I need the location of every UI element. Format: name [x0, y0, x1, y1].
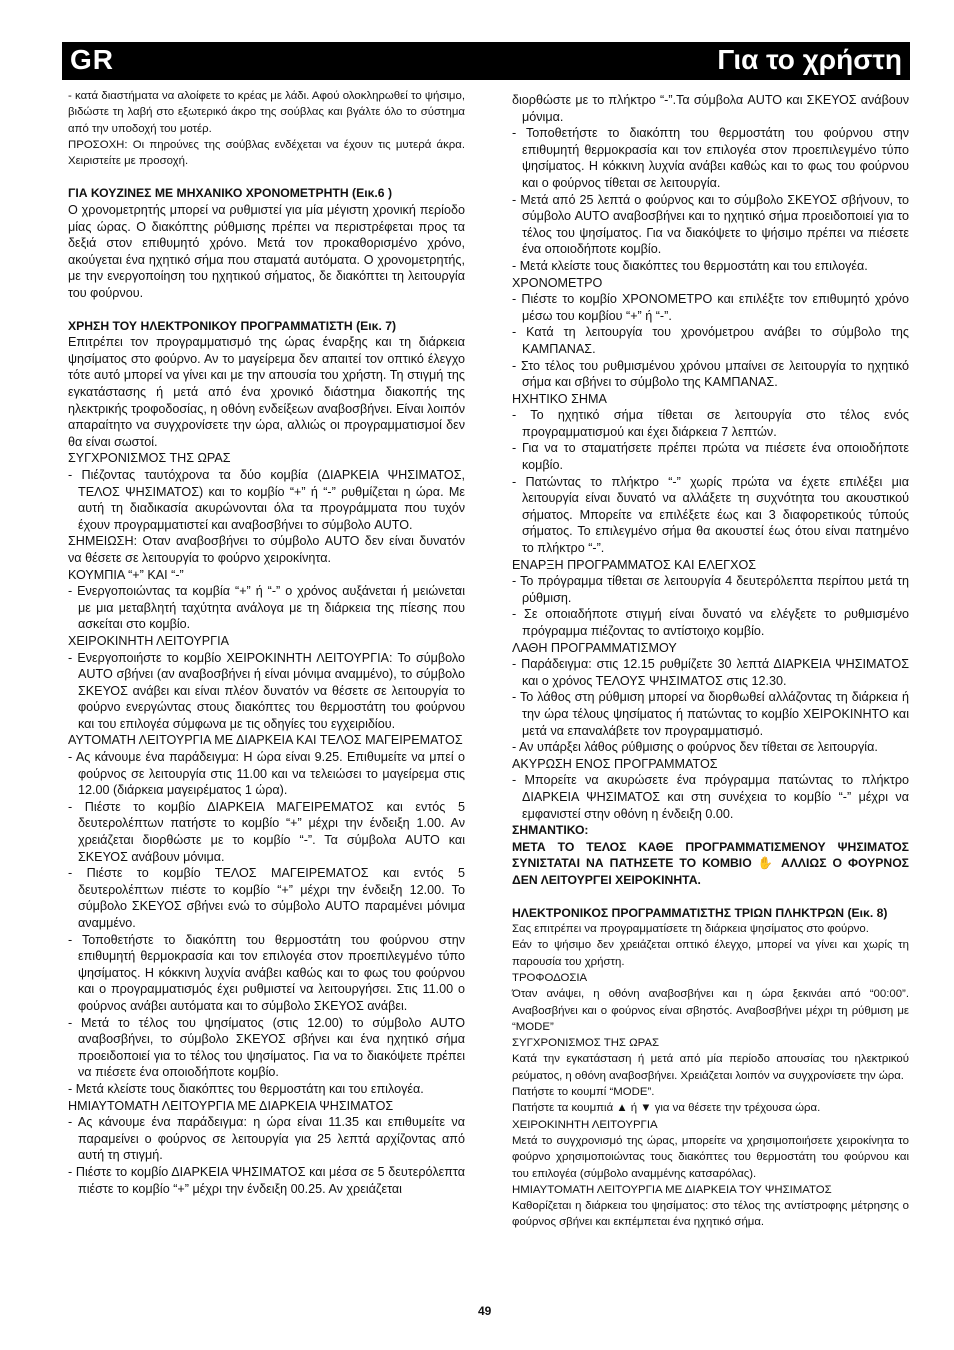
paragraph: Επιτρέπει τον προγραμματισμό της ώρας έναρξης και τη διάρκεια ψησίματος στο φούρνο. Αν το μαγείρεμα δεν απαιτεί τον οπτικό έλεγχο τότε αυτό μπορεί να γίνει και με την απουσία του χρήστη. Τη στιγμή της εγκατάστασης ή μετά από ένα χρονικό διάστημα διακοπής της ηλεκτρικής τροφοδοσίας, η οθόνη ενδείξεων αναβοσβήνει. Είναι λοιπόν απαραίτητο να συγχρονίσετε την ώρα, αλλιώς οι προγραμματισμοί δεν θα είναι σωστοί. [68, 335, 465, 449]
section-heading: ΜΕΤΑ ΤΟ ΤΕΛΟΣ ΚΑΘΕ ΠΡΟΓΡΑΜΜΑΤΙΣΜΕΝΟΥ ΨΗΣΙΜΑΤΟΣ ΣΥΝΙΣΤΑΤΑΙ ΝΑ ΠΑΤΗΣΕΤΕ ΤΟ ΚΟΜΒΙΟ ✋ ΑΛΛΙΩΣ Ο ΦΟΥΡΝΟΣ ΔΕΝ ΛΕΙΤΟΥΡΓΕΙ ΧΕΙΡΟΚΙΝΗΤΑ. [512, 839, 909, 887]
paragraph: - Ας κάνουμε ένα παράδειγμα: η ώρα είναι 11.35 και επιθυμείτε να παραμείνει ο φούρνος σε λειτουργία για 25 λεπτά αρχίζοντας από αυτή τη στιγμή. [68, 1115, 465, 1163]
paragraph: - Μετά κλείστε τους διακόπτες του θερμοστάτη και του επιλογέα. [512, 258, 868, 273]
paragraph: ΛΑΘΗ ΠΡΟΓΡΑΜΜΑΤΙΣΜΟΥ [512, 640, 677, 655]
section-heading: ΧΡΗΣΗ ΤΟΥ ΗΛΕΚΤΡΟΝΙΚΟΥ ΠΡΟΓΡΑΜΜΑΤΙΣΤΗ (Εικ. 7) [68, 318, 397, 333]
paragraph: Πατήστε το κουμπί “MODE”. [512, 1086, 655, 1099]
paragraph: Καθορίζεται η διάρκεια του ψησίματος: στο τέλος της αντίστροφης μέτρησης ο φούρνος σβήνει και εκπέμπεται ένα ηχητικό σήμα. [512, 1200, 909, 1229]
paragraph: - Για να το σταματήσετε πρέπει πρώτα να πιέσετε ένα οποιοδήποτε κομβίο. [512, 441, 909, 473]
paragraph: Εάν το ψήσιμο δεν χρειάζεται οπτικό έλεγχο, μπορεί να γίνει και χωρίς τη παρουσία του χρήστη. [512, 939, 909, 968]
paragraph: ΣΥΓΧΡΟΝΙΣΜΟΣ ΤΗΣ ΩΡΑΣ [68, 451, 231, 466]
paragraph: ΑΚΥΡΩΣΗ ΕΝΟΣ ΠΡΟΓΡΑΜΜΑΤΟΣ [512, 756, 718, 771]
paragraph: - Μετά από 25 λεπτά ο φούρνος και το σύμβολο ΣΚΕΥΟΣ σβήνουν, το σύμβολο AUTO αναβοσβήνει και το ηχητικό σήμα προειδοποιεί για το τέλος του ψησίματος. Για να διακόψετε το ψήσιμο πρέπει να πιέσετε ένα οποιοδήποτε κομβίο. [512, 192, 909, 257]
paragraph: ΚΟΥΜΠΙΑ “+” ΚΑΙ “-” [68, 567, 184, 582]
paragraph: - Μετά κλείστε τους διακόπτες του θερμοστάτη και του επιλογέα. [68, 1081, 424, 1096]
paragraph: ΠΡΟΣΟΧΗ: Οι πηρούνες της σούβλας ενδέχεται να έχουν τις μυτερά άκρα. Χειριστείτε με προσοχή. [68, 138, 465, 168]
paragraph: - Πιέστε το κομβίο ΧΡΟΝΟΜΕΤΡΟ και επιλέξτε τον επιθυμητό χρόνο μέσω του κομβίου “+” ή “-”. [512, 292, 909, 323]
paragraph: Σας επιτρέπει να προγραμματίσετε τη διάρκεια ψησίματος στο φούρνο. [512, 923, 869, 936]
paragraph: - Παράδειγμα: στις 12.15 ρυθμίζετε 30 λεπτά ΔΙΑΡΚΕΙΑ ΨΗΣΙΜΑΤΟΣ και ο χρόνος ΤΕΛΟΥΣ ΨΗΣΙΜΑΤΟΣ στις 12.30. [512, 657, 909, 688]
section-heading: ΗΛΕΚΤΡΟΝΙΚΟΣ ΠΡΟΓΡΑΜΜΑΤΙΣΤΗΣ ΤΡΙΩΝ ΠΛΗΚΤΡΩΝ (Εικ. 8) [512, 905, 888, 920]
page-number: 49 [478, 1304, 492, 1318]
paragraph: Πατήστε τα κουμπιά ▲ ή ▼ για να θέσετε την τρέχουσα ώρα. [512, 1102, 821, 1115]
paragraph: - Πιέστε το κομβίο ΔΙΑΡΚΕΙΑ ΜΑΓΕΙΡΕΜΑΤΟΣ και εντός 5 δευτερολέπτων πατήστε το κομβίο “+” μέχρι την ένδειξη 1.00. Αν χρειάζεται διορθώστε με το κομβίο “-”. Τα σύμβολα AUTO και ΣΚΕΥΟΣ ανάβουν μόνιμα. [68, 799, 465, 864]
paragraph: - Τοποθετήστε το διακόπτη του θερμοστάτη του φούρνου στην επιθυμητή θερμοκρασία και τον επιλογέα στον προεπιλεγμένο τύπο ψησίματος. Η κόκκινη λυχνία ανάβει καθώς και το φως του φούρνου και ο προγραμματισμός έχει ρυθμιστεί να λειτουργήσει. Στις 11.00 ο φούρνος ανάβει αυτόματα και το σύμβολο ΣΚΕΥΟΣ ανάβει. [68, 932, 465, 1013]
section-heading: ΓΙΑ ΚΟΥΖΙΝΕΣ ΜΕ ΜΗΧΑΝΙΚΟ ΧΡΟΝΟΜΕΤΡΗΤΗ (Εικ.6 ) [68, 186, 393, 201]
paragraph: ΑΥΤΟΜΑΤΗ ΛΕΙΤΟΥΡΓΙΑ ΜΕ ΔΙΑΡΚΕΙΑ ΚΑΙ ΤΕΛΟΣ ΜΑΓΕΙΡΕΜΑΤΟΣ [68, 733, 463, 748]
paragraph: ΧΕΙΡΟΚΙΝΗΤΗ ΛΕΙΤΟΥΡΓΙΑ [512, 1118, 658, 1131]
page-header [62, 42, 910, 80]
language-code: GR [70, 44, 114, 75]
spacer [68, 169, 465, 185]
paragraph: ΧΕΙΡΟΚΙΝΗΤΗ ΛΕΙΤΟΥΡΓΙΑ [68, 633, 229, 648]
spacer [512, 889, 909, 905]
paragraph: Όταν ανάψει, η οθόνη αναβοσβήνει και η ώρα ξεκινάει από “00:00”. Αναβοσβήνει και ο φούρνος είναι σβηστός. Αναβοσβήνει μέχρι τη ρύθμιση με “MODE” [512, 988, 909, 1033]
paragraph: ΕΝΑΡΞΗ ΠΡΟΓΡΑΜΜΑΤΟΣ ΚΑΙ ΕΛΕΓΧΟΣ [512, 557, 757, 572]
paragraph: - Ενεργοποιώντας τα κομβία “+” ή “-” ο χρόνος αυξάνεται ή μειώνεται με μια μεταβλητή ταχύτητα ανάλογα με τη διάρκεια της πίεσης που ασκείται στο κομβίο. [68, 584, 465, 632]
paragraph: - Πιέστε το κομβίο ΔΙΑΡΚΕΙΑ ΨΗΣΙΜΑΤΟΣ και μέσα σε 5 δευτερόλεπτα πιέστε το κομβίο “+” μέχρι την ένδειξη 00.25. Αν χρειάζεται [68, 1164, 465, 1196]
paragraph: Ο χρονομετρητής μπορεί να ρυθμιστεί για μία μέγιστη χρονική περίοδο μίας ώρας. Ο διακόπτης ρύθμισης πρέπει να περιστρέφεται προς τα δεξιά στον επιθυμητό χρόνο. Μετά τον προκαθορισμένο χρόνο, ακούγεται ένα ηχητικό σήμα που σταματά αυτόματα. Ο χρονομετρητής, με την ενεργοποίηση του ηχητικού σήματος, δε διακόπτει τη λειτουργία του φούρνου. [68, 203, 465, 301]
spacer [68, 302, 465, 318]
paragraph: - Τοποθετήστε το διακόπτη του θερμοστάτη του φούρνου στην επιθυμητή θερμοκρασία και τον επιλογέα στον προεπιλεγμένο τύπο ψησίματος. Η κόκκινη λυχνία ανάβει καθώς και το φως του φούρνου και ο φούρνος τίθεται σε λειτουργία. [512, 126, 909, 190]
paragraph: ΧΡΟΝΟΜΕΤΡΟ [512, 275, 603, 290]
paragraph: - Μετά το τέλος του ψησίματος (στις 12.00) το σύμβολο AUTO αναβοσβήνει, το σύμβολο ΣΚΕΥΟΣ σβήνει και ένα ηχητικό σήμα προειδοποιεί για το τέλος του ψησίματος. Για να το διακόψετε πρέπει να πιέσετε ένα οποιοδήποτε κομβίο. [68, 1015, 465, 1080]
paragraph: - Ενεργοποιήστε το κομβίο ΧΕΙΡΟΚΙΝΗΤΗ ΛΕΙΤΟΥΡΓΙΑ: Το σύμβολο AUTO σβήνει (αν αναβοσβήνει ή είναι μόνιμα αναμμένο), το σύμβολο ΣΚΕΥΟΣ ανάβει και είναι πλέον δυνατόν να θέσετε σε λειτουργία το φούρνο ενεργώντας στους διακόπτες του θερμοστάτη του φούρνου και του επιλογέα σύμφωνα με τις οδηγίες του εγχειριδίου. [68, 650, 465, 731]
paragraph: - Αν υπάρξει λάθος ρύθμισης ο φούρνος δεν τίθεται σε λειτουργία. [512, 740, 878, 755]
paragraph: - Σε οποιαδήποτε στιγμή είναι δυνατό να ελέγξετε το ρυθμισμένο πρόγραμμα πιέζοντας το αντίστοιχο κομβίο. [512, 607, 909, 638]
paragraph: - Κατά τη λειτουργία του χρονόμετρου ανάβει το σύμβολο της ΚΑΜΠΑΝΑΣ. [512, 325, 909, 356]
right-column [512, 92, 909, 1231]
paragraph: - κατά διαστήματα να αλοίφετε το κρέας με λάδι. Αφού ολοκληρωθεί το ψήσιμο, βιδώστε τη λαβή στο εξωτερικό άκρο της σούβλας και βγάλτε όλο το σύστημα από την υποδοχή του μοτέρ. [68, 90, 465, 135]
paragraph: διορθώστε με το πλήκτρο “-”.Τα σύμβολα AUTO και ΣΚΕΥΟΣ ανάβουν μόνιμα. [512, 93, 909, 124]
paragraph: ΣΥΓΧΡΟΝΙΣΜΟΣ ΤΗΣ ΩΡΑΣ [512, 1037, 660, 1050]
paragraph: ΗΜΙΑΥΤΟΜΑΤΗ ΛΕΙΤΟΥΡΓΙΑ ΜΕ ΔΙΑΡΚΕΙΑ ΤΟΥ ΨΗΣΙΜΑΤΟΣ [512, 1183, 832, 1196]
paragraph: ΤΡΟΦΟΔΟΣΙΑ [512, 971, 588, 984]
paragraph: Μετά το συγχρονισμό της ώρας, μπορείτε να χρησιμοποιήσετε χειροκίνητα το φούρνο χρησιμοποιώντας τους διακόπτες του θερμοστάτη του φούρνου και του επιλογέα (σύμβολο αναμμένης κατσαρόλας). [512, 1134, 909, 1180]
paragraph: - Το πρόγραμμα τίθεται σε λειτουργία 4 δευτερόλεπτα περίπου μετά τη ρύθμιση. [512, 574, 909, 605]
paragraph: ΗΜΙΑΥΤΟΜΑΤΗ ΛΕΙΤΟΥΡΓΙΑ ΜΕ ΔΙΑΡΚΕΙΑ ΨΗΣΙΜΑΤΟΣ [68, 1098, 394, 1113]
paragraph: - Το ηχητικό σήμα τίθεται σε λειτουργία στο τέλος ενός προγραμματισμού και έχει διάρκεια 7 λεπτών. [512, 408, 909, 439]
paragraph: - Το λάθος στη ρύθμιση μπορεί να διορθωθεί αλλάζοντας τη διάρκεια ή την ώρα τέλους ψησίματος ή πατώντας το κομβίο ΧΕΙΡΟΚΙΝΗΤΟ και μετά να επαναλάβετε τον προγραμματισμό. [512, 690, 909, 738]
page-title: Για το χρήστη [717, 44, 902, 75]
paragraph: - Πατώντας το πλήκτρο “-” χωρίς πρώτα να έχετε επιλέξει μια λειτουργία είναι δυνατό να αλλάξετε τη συχνότητα του ακουστικού σήματος. Μπορείτε να επιλέξετε έως και 3 διαφορετικούς τύπούς σήματος. Το επιλεγμένο σήμα θα ακουστεί έως ότου είναι πατημένο το πλήκτρο “-”. [512, 474, 909, 556]
left-column [68, 88, 465, 1197]
paragraph: - Μπορείτε να ακυρώσετε ένα πρόγραμμα πατώντας το πλήκτρο ΔΙΑΡΚΕΙΑ ΨΗΣΙΜΑΤΟΣ και στη συνέχεια το κομβίο “-” μέχρι να εμφανιστεί στην οθόνη η ένδειξη 0.00. [512, 773, 909, 821]
paragraph: - Στο τέλος του ρυθμισμένου χρόνου μπαίνει σε λειτουργία το ηχητικό σήμα και σβήνει το σύμβολο της ΚΑΜΠΑΝΑΣ. [512, 358, 909, 390]
paragraph: - Πιέζοντας ταυτόχρονα τα δύο κομβία (ΔΙΑΡΚΕΙΑ ΨΗΣΙΜΑΤΟΣ, ΤΕΛΟΣ ΨΗΣΙΜΑΤΟΣ) και το κομβίο “+” ή “-” ρυθμίζεται η ώρα. Με αυτή τη διαδικασία ακυρώνονται όλα τα προγράμματα που τυχόν έχουν προγραμματιστεί και αναβοσβήνει το σύμβολο AUTO. [68, 467, 465, 532]
paragraph: ΣΗΜΕΙΩΣΗ: Οταν αναβοσβήνει το σύμβολο AUTO δεν είναι δυνατόν να θέσετε σε λειτουργία το φούρνο χειροκίνητα. [68, 534, 465, 565]
paragraph: - Πιέστε το κομβίο ΤΕΛΟΣ ΜΑΓΕΙΡΕΜΑΤΟΣ και εντός 5 δευτερολέπτων πιέστε το κομβίο “+” μέχρι την ένδειξη 12.00. Το σύμβολο ΣΚΕΥΟΣ σβήνει ενώ το σύμβολο AUTO παραμένει μόνιμα αναμμένο. [68, 866, 465, 931]
paragraph: Κατά την εγκατάσταση ή μετά από μία περίοδο απουσίας του ηλεκτρικού ρεύματος, η οθόνη αναβοσβήνει. Χρειάζεται λοιπόν να συγχρονίσετε την ώρα. [512, 1053, 909, 1082]
section-heading: ΣΗΜΑΝΤΙΚΟ: [512, 823, 589, 838]
paragraph: - Ας κάνουμε ένα παράδειγμα: Η ώρα είναι 9.25. Επιθυμείτε να μπεί ο φούρνος σε λειτουργία στις 11.00 και να τελειώσει το μαγείρεμα στις 12.00 (διάρκεια μαγειρέματος 1 ώρα). [68, 750, 465, 798]
paragraph: ΗΧΗΤΙΚΟ ΣΗΜΑ [512, 391, 607, 406]
